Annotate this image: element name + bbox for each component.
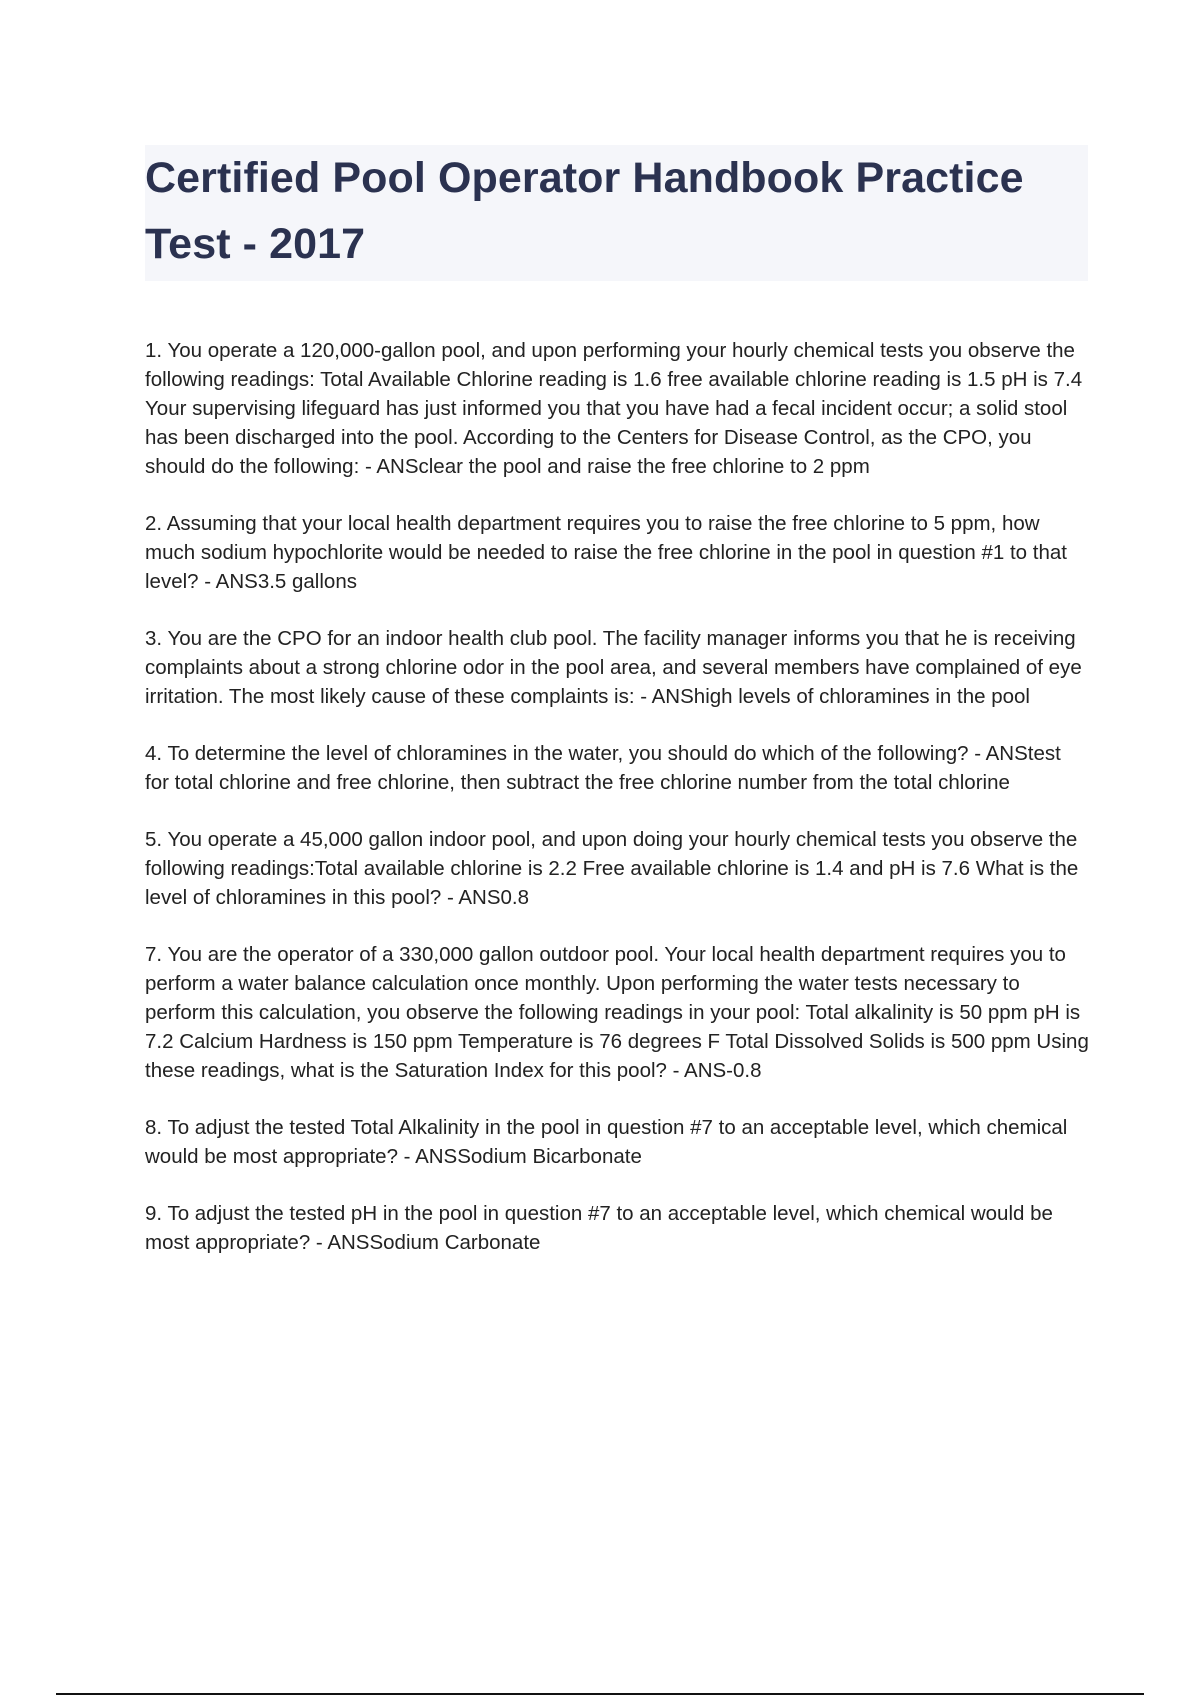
- question-number: 9.: [145, 1202, 163, 1225]
- question-item: [145, 825, 1090, 912]
- question-number: 8.: [145, 1116, 163, 1139]
- question-number: 1.: [145, 339, 163, 362]
- question-number: 4.: [145, 742, 163, 765]
- question-list: [145, 336, 1090, 1285]
- question-text: You operate a 120,000-gallon pool, and upon performing your hourly chemical tests you observe the following readings: Total Available Chlorine reading is 1.6 free available chlorine reading is 1.5 pH is 7.4 Your supervising lifeguard has just informed you that you have had a fecal incident occur; a solid stool has been discharged into the pool. According to the Centers for Disease Control, as the CPO, you should do the following: - ANS: [145, 339, 1083, 478]
- document-title: Certified Pool Operator Handbook Practice Test - 2017: [145, 154, 1024, 268]
- question-number: 7.: [145, 943, 163, 966]
- question-text: To adjust the tested pH in the pool in question #7 to an acceptable level, which chemical would be most appropriate? - ANS: [145, 1202, 1053, 1254]
- question-item: [145, 624, 1090, 711]
- question-item: [145, 940, 1090, 1085]
- question-text: To adjust the tested Total Alkalinity in the pool in question #7 to an acceptable level, which chemical would be most appropriate? - ANS: [145, 1116, 1068, 1168]
- question-text: Assuming that your local health department requires you to raise the free chlorine to 5 ppm, how much sodium hypochlorite would be needed to raise the free chlorine in the pool in question #1 to that level? - ANS: [145, 512, 1067, 593]
- question-item: [145, 1199, 1090, 1257]
- question-text: You are the operator of a 330,000 gallon outdoor pool. Your local health department requires you to perform a water balance calculation once monthly. Upon performing the water tests necessary to perform this calculation, you observe the following readings in your pool: Total alkalinity is 50 ppm pH is 7.2 Calcium Hardness is 150 ppm Temperature is 76 degrees F Total Dissolved Solids is 500 ppm Using these readings, what is the Saturation Index for this pool? - ANS: [145, 943, 1089, 1082]
- question-text: To determine the level of chloramines in the water, you should do which of the following? - ANS: [167, 742, 1028, 765]
- question-text: You are the CPO for an indoor health club pool. The facility manager informs you that he is receiving complaints about a strong chlorine odor in the pool area, and several members have complained of eye irritation. The most likely cause of these complaints is: - ANS: [145, 627, 1082, 708]
- question-item: [145, 1113, 1090, 1171]
- question-number: 2.: [145, 512, 163, 535]
- title-band: [145, 145, 1088, 281]
- answer-text: high levels of chloramines in the pool: [693, 685, 1030, 708]
- question-item: [145, 509, 1090, 596]
- answer-text: test for total chlorine and free chlorine, then subtract the free chlorine number from the total chlorine: [145, 742, 1061, 794]
- answer-text: Sodium Carbonate: [369, 1231, 541, 1254]
- question-item: [145, 336, 1090, 481]
- question-number: 5.: [145, 828, 163, 851]
- answer-text: clear the pool and raise the free chlorine to 2 ppm: [418, 455, 870, 478]
- answer-text: 3.5 gallons: [257, 570, 357, 593]
- answer-text: 0.8: [500, 886, 530, 909]
- answer-text: Sodium Bicarbonate: [457, 1145, 642, 1168]
- question-item: [145, 739, 1090, 797]
- answer-text: -0.8: [726, 1059, 762, 1082]
- question-number: 3.: [145, 627, 163, 650]
- footer-rule: [56, 1693, 1144, 1695]
- question-text: You operate a 45,000 gallon indoor pool, and upon doing your hourly chemical tests you observe the following readings:Total available chlorine is 2.2 Free available chlorine is 1.4 and pH is 7.6 What is the level of chloramines in this pool? - ANS: [145, 828, 1079, 909]
